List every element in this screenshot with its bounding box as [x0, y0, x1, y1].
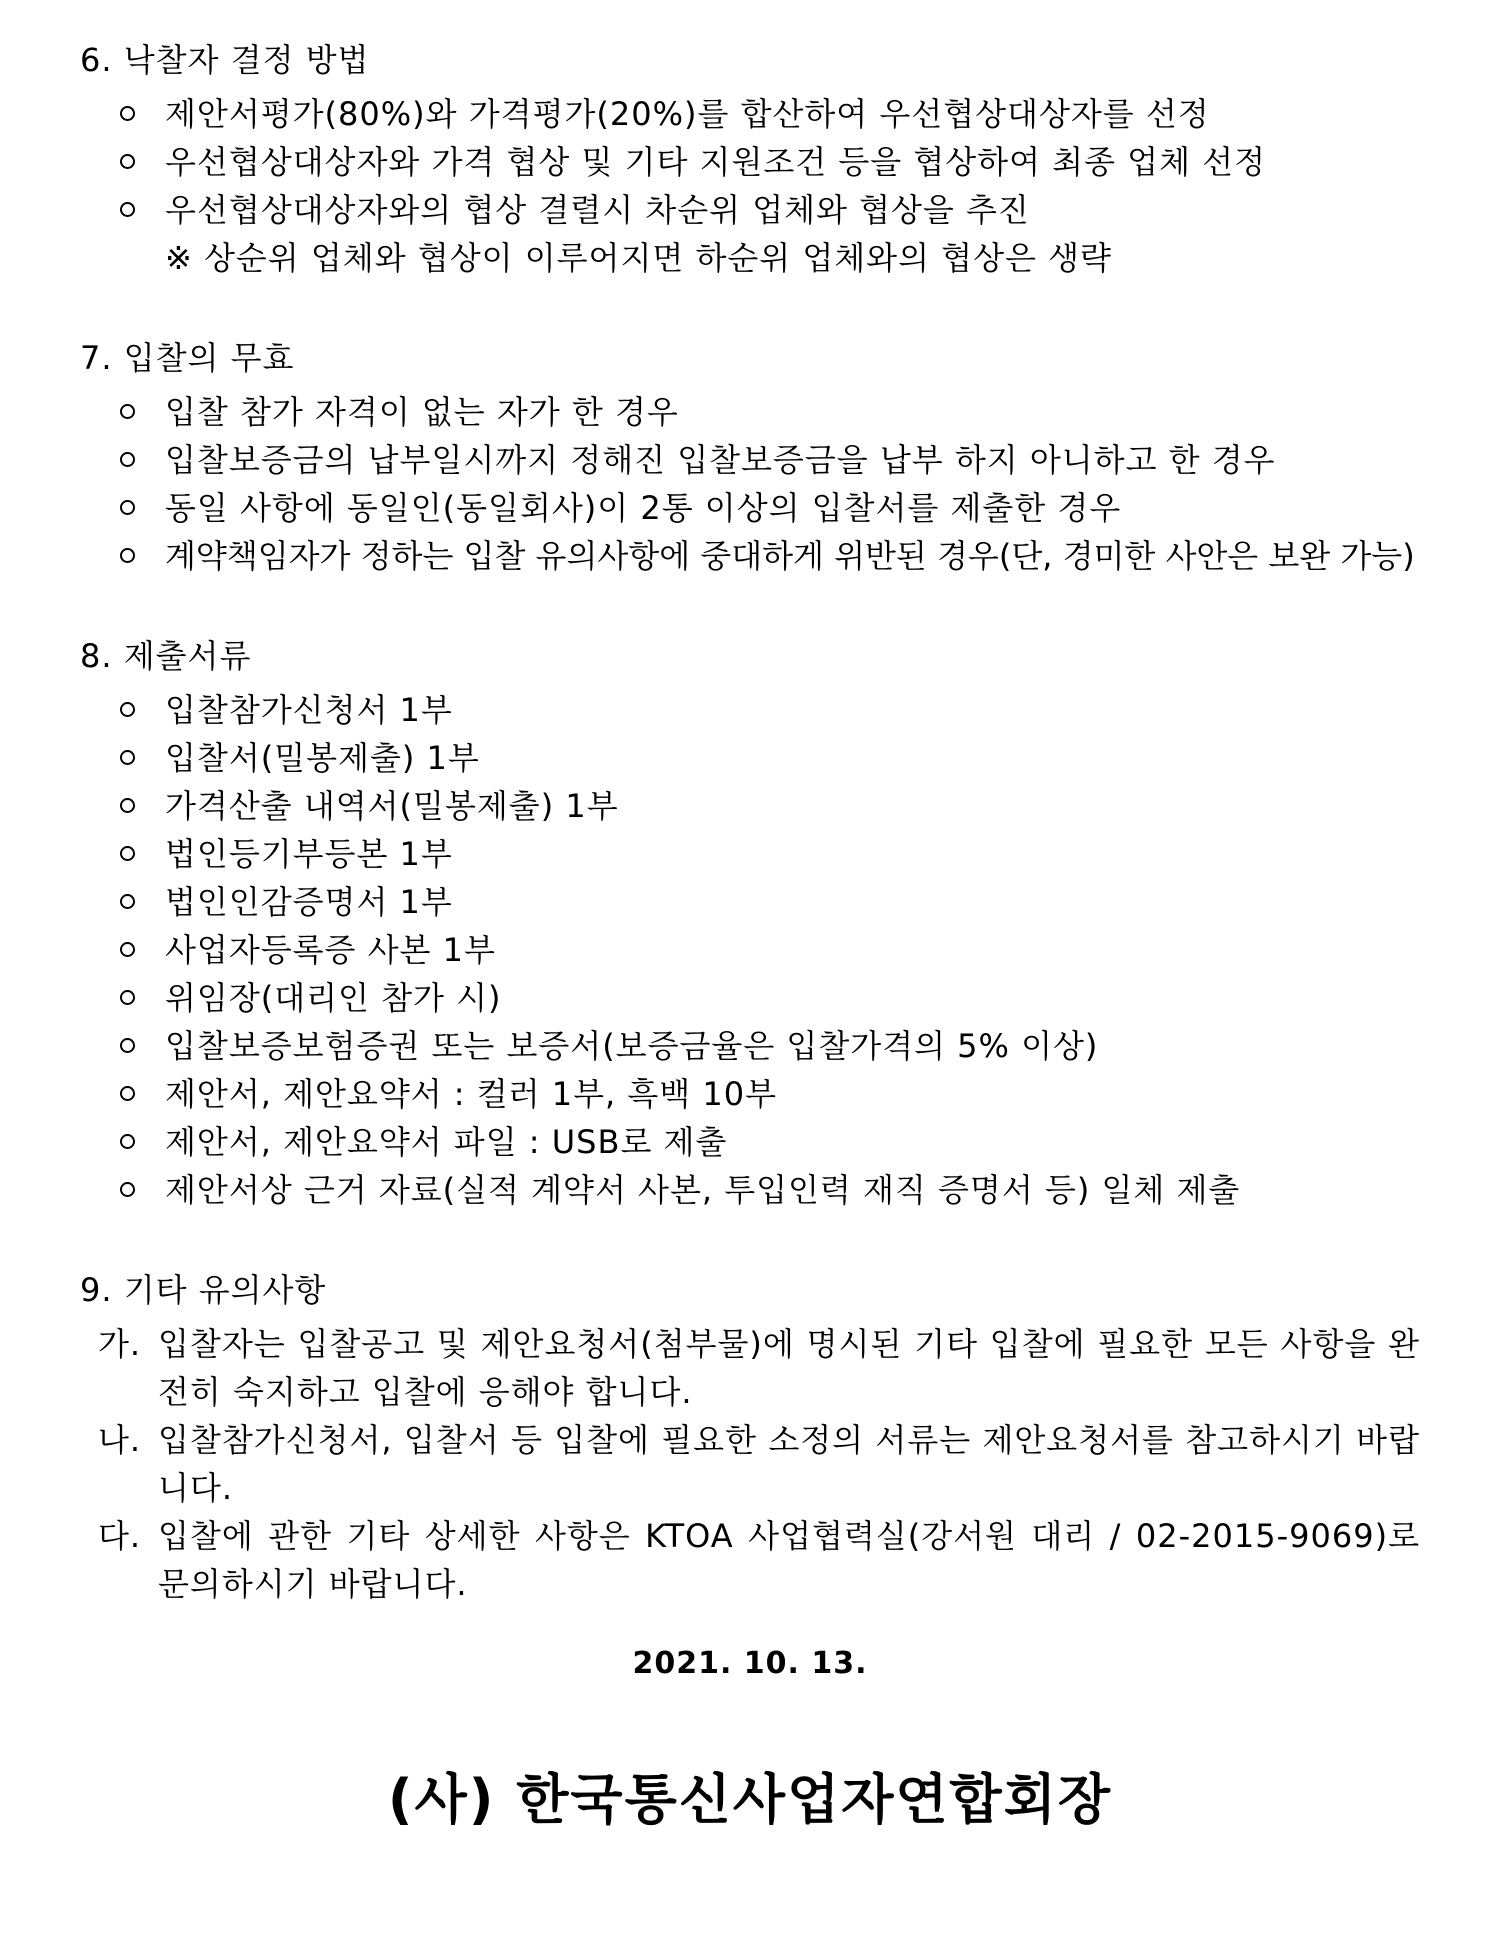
- note-text: ※ 상순위 업체와 협상이 이루어지면 하순위 업체와의 협상은 생략: [165, 239, 1112, 277]
- list-item-text: 입찰보증금의 납부일시까지 정해진 입찰보증금을 납부 하지 아니하고 한 경우: [165, 441, 1276, 479]
- section-title: 8. 제출서류: [80, 637, 252, 675]
- notice-marker: 나.: [98, 1421, 142, 1459]
- notice-item: [80, 1320, 1420, 1416]
- notice-text: 입찰자는 입찰공고 및 제안요청서(첨부물)에 명시된 기타 입찰에 필요한 모든 사항을 완전히 숙지하고 입찰에 응해야 합니다.: [158, 1325, 1420, 1411]
- list-item-text: 위임장(대리인 참가 시): [165, 979, 502, 1017]
- list-item-text: 제안서, 제안요약서 파일 : USB로 제출: [165, 1123, 728, 1161]
- section-title: 6. 낙찰자 결정 방법: [80, 41, 370, 79]
- circle-bullet-icon: [120, 452, 135, 467]
- list-item: [80, 686, 1421, 734]
- circle-bullet-icon: [120, 154, 135, 169]
- bullet-list: [80, 388, 1421, 580]
- bullet-list: [80, 90, 1421, 282]
- list-item: [80, 186, 1421, 234]
- list-item-text: 제안서상 근거 자료(실적 계약서 사본, 투입인력 재직 증명서 등) 일체 제출: [165, 1171, 1241, 1209]
- list-item: [80, 734, 1421, 782]
- notice-item: [80, 1512, 1420, 1608]
- notice-marker: 다.: [98, 1517, 142, 1555]
- list-item: [80, 878, 1421, 926]
- list-item-text: 사업자등록증 사본 1부: [165, 931, 496, 969]
- list-item: [80, 532, 1421, 580]
- list-item-text: 제안서평가(80%)와 가격평가(20%)를 합산하여 우선협상대상자를 선정: [165, 95, 1210, 133]
- list-item: [80, 138, 1421, 186]
- circle-bullet-icon: [120, 1038, 135, 1053]
- circle-bullet-icon: [120, 548, 135, 563]
- list-item-text: 계약책임자가 정하는 입찰 유의사항에 중대하게 위반된 경우(단, 경미한 사안은 보완 가능): [165, 537, 1415, 575]
- circle-bullet-icon: [120, 1182, 135, 1197]
- circle-bullet-icon: [120, 894, 135, 909]
- section-title: 9. 기타 유의사항: [80, 1271, 327, 1309]
- circle-bullet-icon: [120, 990, 135, 1005]
- list-item: [80, 90, 1421, 138]
- circle-bullet-icon: [120, 404, 135, 419]
- circle-bullet-icon: [120, 1086, 135, 1101]
- bullet-list: [80, 686, 1421, 1214]
- circle-bullet-icon: [120, 106, 135, 121]
- list-item-text: 제안서, 제안요약서 : 컬러 1부, 흑백 10부: [165, 1075, 778, 1113]
- circle-bullet-icon: [120, 702, 135, 717]
- list-item: [80, 1118, 1421, 1166]
- list-item: [80, 926, 1421, 974]
- notice-text: 입찰에 관한 기타 상세한 사항은 KTOA 사업협력실(강서원 대리 / 02-2015-9069)로 문의하시기 바랍니다.: [158, 1517, 1420, 1603]
- circle-bullet-icon: [120, 500, 135, 515]
- list-item: [80, 1166, 1421, 1214]
- circle-bullet-icon: [120, 750, 135, 765]
- list-item-text: 입찰보증보험증권 또는 보증서(보증금율은 입찰가격의 5% 이상): [165, 1027, 1099, 1065]
- circle-bullet-icon: [120, 798, 135, 813]
- list-item: [80, 436, 1421, 484]
- list-item: [80, 388, 1421, 436]
- list-item-text: 우선협상대상자와 가격 협상 및 기타 지원조건 등을 협상하여 최종 업체 선정: [165, 143, 1266, 181]
- circle-bullet-icon: [120, 1134, 135, 1149]
- list-item: [80, 830, 1421, 878]
- list-item-text: 우선협상대상자와의 협상 결렬시 차순위 업체와 협상을 추진: [165, 191, 1030, 229]
- list-item: [80, 782, 1421, 830]
- section-8: [80, 632, 1421, 1214]
- issuer-signature: (사) 한국통신사업자연합회장: [387, 1768, 1113, 1831]
- list-item: [80, 974, 1421, 1022]
- circle-bullet-icon: [120, 942, 135, 957]
- list-item-text: 입찰참가신청서 1부: [165, 691, 453, 729]
- document-date: 2021. 10. 13.: [632, 1646, 868, 1681]
- list-item: [80, 1022, 1421, 1070]
- list-item-text: 가격산출 내역서(밀봉제출) 1부: [165, 787, 619, 825]
- section-7: [80, 334, 1421, 580]
- list-item: [80, 484, 1421, 532]
- notice-marker: 가.: [98, 1325, 142, 1363]
- list-item-text: 동일 사항에 동일인(동일회사)이 2통 이상의 입찰서를 제출한 경우: [165, 489, 1122, 527]
- notice-text: 입찰참가신청서, 입찰서 등 입찰에 필요한 소정의 서류는 제안요청서를 참고하시기 바랍니다.: [158, 1421, 1420, 1507]
- section-title: 7. 입찰의 무효: [80, 339, 295, 377]
- circle-bullet-icon: [120, 846, 135, 861]
- list-item-text: 입찰 참가 자격이 없는 자가 한 경우: [165, 393, 679, 431]
- section-9: [80, 1266, 1421, 1608]
- notice-item: [80, 1416, 1420, 1512]
- notice-list: [80, 1320, 1421, 1608]
- circle-bullet-icon: [120, 202, 135, 217]
- list-item-text: 법인등기부등본 1부: [165, 835, 453, 873]
- section-6: [80, 36, 1421, 282]
- list-item: [80, 1070, 1421, 1118]
- list-item-text: 법인인감증명서 1부: [165, 883, 453, 921]
- list-item-text: 입찰서(밀봉제출) 1부: [165, 739, 480, 777]
